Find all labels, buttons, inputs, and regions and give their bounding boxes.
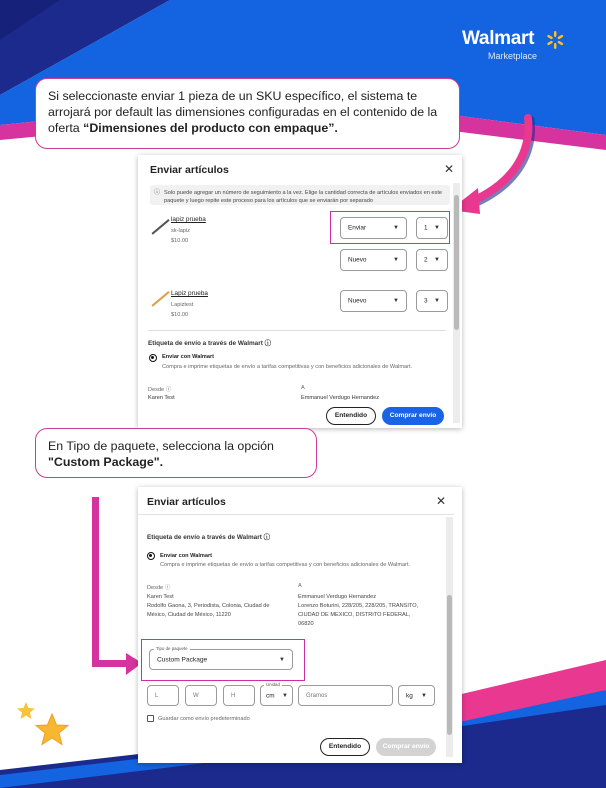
chevron-down-icon: ▼	[393, 257, 399, 263]
section-heading-text: Etiqueta de envío a través de Walmart	[147, 534, 262, 541]
radio-label: Enviar con Walmart	[160, 553, 213, 559]
from-label-text: Desde	[147, 585, 164, 591]
weight-unit-value: kg	[406, 692, 413, 699]
close-icon[interactable]: ✕	[436, 494, 447, 508]
unit-select[interactable]	[260, 685, 293, 706]
address-line: CIUDAD DE MEXICO, DISTRITO FEDERAL,	[298, 612, 411, 618]
save-default-label: Guardar como envío predeterminado	[158, 716, 250, 722]
action-select[interactable]	[340, 290, 407, 312]
action-select-value: Nuevo	[348, 297, 367, 305]
info-icon: ⓘ	[154, 190, 161, 196]
weight-placeholder: Gramos	[306, 692, 328, 699]
info-icon: ⓘ	[264, 340, 272, 347]
walmart-spark-icon	[545, 30, 565, 50]
quantity-select[interactable]	[416, 249, 448, 271]
divider	[148, 330, 446, 331]
radio-description: Compra e imprime etiquetas de envío a tarifas competitivas y con beneficios adicionales de Walmart.	[162, 364, 413, 370]
section-heading-text: Etiqueta de envío a través de Walmart	[148, 340, 263, 347]
address-line: Emmanuel Verdugo Hernandez	[298, 594, 377, 600]
package-type-value: Custom Package	[157, 656, 208, 663]
action-select-value: Nuevo	[348, 256, 367, 264]
buy-shipping-button[interactable]: Comprar envío	[382, 407, 444, 425]
from-address	[147, 593, 270, 620]
callout-bold-text: "Custom Package".	[48, 455, 164, 469]
send-items-dialog-1	[138, 155, 462, 428]
divider	[138, 514, 454, 515]
send-items-dialog-2	[138, 487, 462, 763]
quantity-select-value: 2	[424, 256, 428, 264]
logo-wordmark: Walmart	[462, 28, 535, 49]
product-name[interactable]: lapiz prueba	[171, 216, 206, 223]
pencil-product-icon	[151, 219, 169, 234]
section-heading	[147, 532, 270, 541]
chevron-down-icon: ▼	[282, 692, 288, 699]
to-label: A	[298, 583, 302, 589]
chevron-down-icon: ▼	[393, 298, 399, 304]
quantity-select-value: 1	[424, 224, 428, 232]
address-line: 06820	[298, 621, 314, 627]
info-text: Solo puede agregar un número de seguimiento a la vez. Elige la cantidad correcta de artículos enviados en este paquete y luego repite este proceso para los artículos que se enviarán por separado	[164, 190, 442, 204]
scrollbar-thumb[interactable]	[447, 595, 452, 735]
section-heading	[148, 338, 271, 347]
product-price: $10.00	[171, 312, 189, 318]
info-banner	[150, 185, 450, 205]
chevron-down-icon: ▼	[421, 692, 427, 699]
info-icon: ⓘ	[263, 534, 271, 541]
dialog-title: Enviar artículos	[147, 496, 226, 508]
stars-decoration-icon	[12, 700, 72, 756]
chevron-down-icon: ▼	[434, 298, 440, 304]
chevron-down-icon: ▼	[393, 225, 399, 231]
buy-shipping-button[interactable]: Comprar envío	[376, 738, 436, 756]
from-label-text: Desde	[148, 387, 165, 393]
from-label: Desde ⓘ	[148, 387, 172, 393]
dialog-title: Enviar artículos	[150, 164, 229, 176]
length-input[interactable]	[147, 685, 179, 706]
from-label: Desde ⓘ	[147, 585, 171, 591]
width-placeholder: W	[193, 692, 199, 699]
quantity-select[interactable]	[416, 290, 448, 312]
scrollbar[interactable]	[453, 183, 460, 423]
chevron-down-icon: ▼	[434, 257, 440, 263]
callout-custom-package	[35, 428, 317, 478]
height-input[interactable]	[223, 685, 255, 706]
product-sku: Lapiztest	[171, 302, 194, 308]
understood-button[interactable]: Entendido	[320, 738, 370, 756]
address-line: Lorenzo Boturini, 228/205, 228/205, TRANSITO,	[298, 603, 419, 609]
action-select[interactable]	[340, 249, 407, 271]
quantity-select-value: 3	[424, 297, 428, 305]
chevron-down-icon: ▼	[434, 225, 440, 231]
width-input[interactable]	[185, 685, 217, 706]
radio-ship-with-walmart[interactable]	[147, 552, 155, 560]
radio-ship-with-walmart[interactable]	[149, 354, 157, 362]
radio-label: Enviar con Walmart	[162, 354, 215, 360]
address-line: México, Ciudad de México, 11220	[147, 612, 231, 618]
unit-value: cm	[266, 692, 275, 699]
length-placeholder: L	[155, 692, 159, 699]
pencil-product-icon	[151, 291, 169, 306]
height-placeholder: H	[231, 692, 236, 699]
callout-bold-text: “Dimensiones del producto con empaque”.	[83, 121, 338, 135]
close-icon[interactable]: ✕	[444, 162, 455, 176]
to-name: Emmanuel Verdugo Hernandez	[301, 395, 380, 401]
radio-description: Compra e imprime etiquetas de envío a tarifas competitivas y con beneficios adicionales de Walmart.	[160, 562, 411, 568]
understood-button[interactable]: Entendido	[326, 407, 376, 425]
highlight-box	[141, 639, 305, 681]
scrollbar-thumb[interactable]	[454, 195, 459, 330]
product-price: $10.00	[171, 238, 189, 244]
action-select-value: Enviar	[348, 224, 367, 232]
address-line: Rodolfo Gaona, 3, Periodista, Colonia, Ciudad de	[147, 603, 270, 609]
weight-input[interactable]	[298, 685, 393, 706]
product-sku: sk-lapiz	[171, 228, 190, 234]
chevron-down-icon: ▼	[279, 656, 285, 663]
from-name: Karen Test	[148, 395, 175, 401]
save-default-checkbox[interactable]	[147, 715, 154, 722]
callout-text: En Tipo de paquete, selecciona la opción	[48, 439, 274, 453]
walmart-marketplace-logo	[462, 28, 538, 61]
to-address	[298, 593, 418, 629]
logo-subtitle: Marketplace	[488, 51, 538, 61]
scrollbar[interactable]	[446, 517, 453, 757]
callout-text: Si seleccionaste enviar 1 pieza de un SKU específico, el sistema te arrojará por default las dimensiones configuradas en el contenido de la oferta	[48, 89, 438, 135]
to-label: A	[301, 385, 305, 391]
callout-default-dimensions	[35, 78, 460, 149]
package-type-label: Tipo de paquete	[156, 646, 188, 651]
weight-unit-select[interactable]	[398, 685, 435, 706]
address-line: Karen Test	[147, 594, 174, 600]
product-name[interactable]: Lapiz prueba	[171, 290, 208, 297]
unit-label: Unidad	[266, 682, 280, 687]
highlight-box	[330, 211, 450, 244]
